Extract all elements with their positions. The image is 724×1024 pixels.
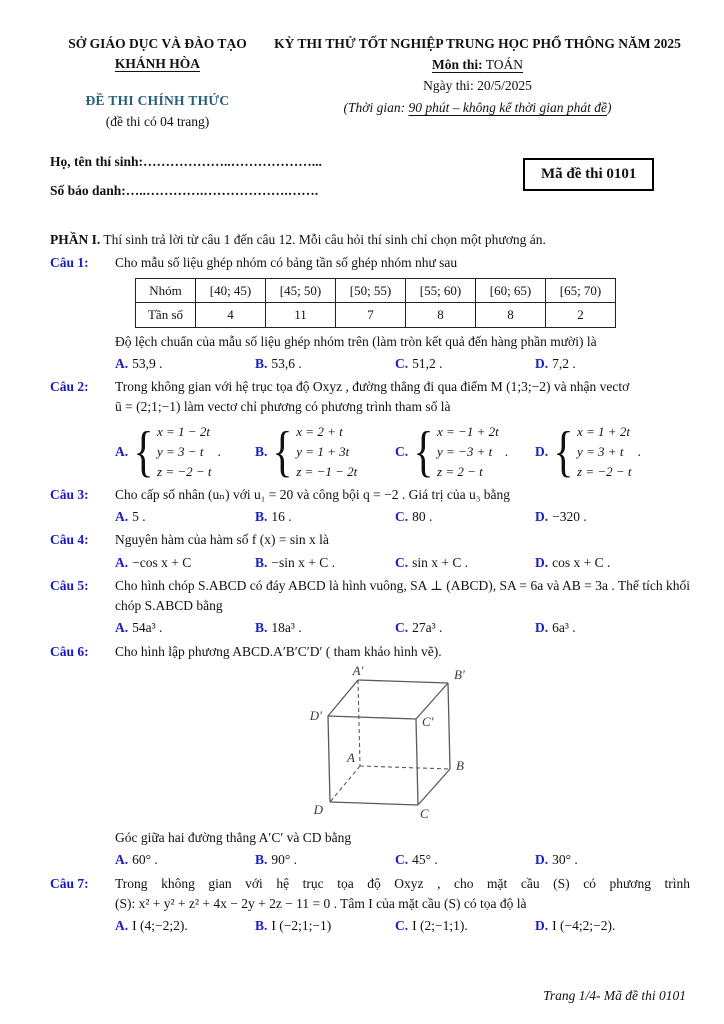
option-letter: A. [115, 554, 129, 570]
question-6-text2: Góc giữa hai đường thẳng A′C′ và CD bằng [115, 830, 352, 846]
subject-label: Môn thi: [431, 57, 483, 73]
vertex-label-b-prime: B′ [454, 666, 465, 682]
exam-code-box: Mã đề thi 0101 [523, 158, 654, 191]
option-text: 27a³ . [412, 620, 443, 636]
option-c: C. { x = −1 + 2t y = −3 + t z = 2 − t . [395, 420, 509, 483]
option-c [395, 507, 535, 527]
option-letter: A. [115, 443, 129, 459]
option-text: I (−2;1;−1) [271, 918, 332, 934]
parametric-system: x = 1 − 2t y = 3 − t z = −2 − t [157, 423, 212, 479]
option-letter: A. [115, 918, 129, 934]
option-b [255, 553, 395, 573]
option-d [535, 850, 578, 870]
option-letter: D. [535, 852, 549, 868]
candidate-id-line: Số báo danh:…..………….……………….……. [50, 183, 319, 199]
question-7-label: Câu 7: [50, 875, 89, 891]
option-letter: C. [395, 554, 409, 570]
question-4 [50, 530, 690, 573]
table-cell: 11 [266, 303, 336, 328]
question-2-text2: ū = (2;1;−1) làm vectơ chỉ phương có phương trình tham số là [115, 399, 451, 415]
table-cell: [50; 55) [336, 278, 406, 303]
table-cell: [40; 45) [196, 278, 266, 303]
question-6 [50, 642, 690, 871]
table-cell: 7 [336, 303, 406, 328]
cube-drawing [283, 664, 483, 822]
brace-glyph: { [133, 420, 154, 483]
option-b [255, 916, 395, 936]
option-d: D. { x = 1 + 2t y = 3 + t z = −2 − t . [535, 420, 641, 483]
question-2 [50, 377, 690, 482]
option-b [255, 507, 395, 527]
option-letter: B. [255, 355, 268, 371]
vertex-label-a-prime: A′ [352, 663, 364, 678]
question-6-label: Câu 6: [50, 643, 89, 659]
option-c [395, 553, 535, 573]
option-text: −320 . [552, 509, 587, 525]
option-letter: C. [395, 509, 409, 525]
option-letter: B. [255, 443, 268, 459]
question-1 [50, 253, 690, 374]
parametric-system: x = 1 + 2t y = 3 + t z = −2 − t [577, 423, 632, 479]
option-letter: B. [255, 509, 268, 525]
table-cell: [55; 60) [406, 278, 476, 303]
table-row [136, 278, 616, 303]
option-c [395, 850, 535, 870]
subject-value: TOÁN [485, 57, 524, 73]
vertex-label-c: C [420, 805, 429, 821]
brace-glyph: { [553, 420, 574, 483]
candidate-name-line: Họ, tên thí sinh:………………..………………... [50, 154, 322, 169]
option-letter: C. [395, 443, 409, 459]
question-5-label: Câu 5: [50, 577, 89, 593]
time-limit-line [265, 98, 690, 118]
parametric-system: x = −1 + 2t y = −3 + t z = 2 − t [437, 423, 499, 479]
table-cell: 8 [406, 303, 476, 328]
option-text: −cos x + C [132, 554, 192, 570]
table-cell: 8 [476, 303, 546, 328]
brace-glyph: { [413, 420, 434, 483]
parametric-system: x = 2 + t y = 1 + 3t z = −1 − 2t [296, 423, 358, 479]
cube-figure [283, 664, 690, 828]
option-text: 80 . [412, 509, 433, 525]
option-letter: A. [115, 355, 129, 371]
question-1-label: Câu 1: [50, 255, 89, 271]
option-letter: B. [255, 918, 268, 934]
option-text: 45° . [412, 852, 438, 868]
vertex-label-c-prime: C′ [422, 713, 434, 729]
time-duration: 90 phút – không kể thời gian phát đề [408, 99, 607, 115]
province-name: KHÁNH HÒA [114, 56, 201, 72]
frequency-table [135, 278, 616, 328]
time-open: (Thời gian: [343, 99, 406, 115]
question-1-text: Cho mẫu số liệu ghép nhóm có bảng tần số ghép nhóm như sau [115, 255, 458, 271]
option-letter: D. [535, 620, 549, 636]
question-3-options [115, 507, 690, 527]
question-6-text: Cho hình lập phương ABCD.A′B′C′D′ ( tham khảo hình vẽ). [115, 643, 442, 659]
vertex-label-d: D [313, 801, 323, 817]
option-letter: A. [115, 852, 129, 868]
option-b [255, 850, 395, 870]
option-letter: B. [255, 554, 268, 570]
table-cell: [45; 50) [266, 278, 336, 303]
option-text: sin x + C . [412, 554, 469, 570]
header-left [50, 34, 265, 132]
question-2-label: Câu 2: [50, 379, 89, 394]
option-a [115, 354, 255, 374]
option-letter: D. [535, 918, 549, 934]
question-1-options [115, 354, 690, 374]
department-name: SỞ GIÁO DỤC VÀ ĐÀO TẠO [68, 36, 247, 51]
option-text: 53,9 . [132, 355, 163, 371]
subject-line [265, 55, 690, 75]
option-a [115, 850, 255, 870]
question-2-options [115, 422, 690, 482]
question-4-options [115, 553, 690, 573]
question-7-options [115, 916, 690, 936]
option-letter: C. [395, 918, 409, 934]
option-letter: B. [255, 620, 268, 636]
option-text: 90° . [271, 852, 298, 868]
option-letter: D. [535, 443, 549, 459]
table-cell: 4 [196, 303, 266, 328]
option-letter: D. [535, 355, 549, 371]
option-a [115, 618, 255, 638]
option-text: 60° . [132, 852, 158, 868]
question-6-options [115, 850, 690, 870]
pages-note: (đề thi có 04 trang) [105, 113, 210, 129]
question-7-text1: Trong không gian với hệ trục tọa độ Oxyz , cho mặt cầu (S) có phương trình [115, 875, 690, 891]
question-5 [50, 576, 690, 639]
part1-label: PHẦN I. [50, 232, 101, 247]
vertex-label-d-prime: D′ [309, 707, 322, 723]
option-text: 30° . [552, 852, 578, 868]
option-a [115, 507, 255, 527]
option-text: 18a³ . [271, 620, 302, 636]
option-letter: C. [395, 355, 409, 371]
table-cell: [65; 70) [546, 278, 616, 303]
option-d [535, 354, 576, 374]
option-b [255, 618, 395, 638]
option-text: I (2;−1;1). [412, 918, 468, 934]
option-text: 6a³ . [552, 620, 576, 636]
official-exam-label: ĐỀ THI CHÍNH THỨC [85, 92, 230, 108]
option-b [255, 354, 395, 374]
header [50, 34, 690, 132]
option-text: 16 . [271, 509, 292, 525]
question-5-text: Cho hình chóp S.ABCD có đáy ABCD là hình vuông, SA ⊥ (ABCD), SA = 6a và AB = 3a . Thể tích khối chóp S.ABCD bằng [115, 577, 690, 614]
exam-title: KỲ THI THỬ TỐT NGHIỆP TRUNG HỌC PHỔ THÔNG NĂM 2025 [274, 36, 681, 51]
question-4-text: Nguyên hàm của hàm số f (x) = sin x là [115, 532, 329, 548]
option-letter: D. [535, 509, 549, 525]
question-3 [50, 485, 690, 528]
question-7 [50, 874, 690, 937]
question-5-options [115, 618, 690, 638]
question-3-text: Cho cấp số nhân (uₙ) với u₁ = 20 và công bội q = −2 . Giá trị của u₃ bằng [115, 486, 511, 502]
question-4-label: Câu 4: [50, 532, 89, 548]
vertex-label-b: B [456, 757, 464, 773]
option-letter: C. [395, 620, 409, 636]
table-cell: Tần số [136, 303, 196, 328]
option-d [535, 618, 576, 638]
option-d [535, 507, 587, 527]
option-a [115, 553, 255, 573]
option-d [535, 553, 610, 573]
question-1-text2: Độ lệch chuẩn của mẫu số liệu ghép nhóm trên (làm tròn kết quả đến hàng phần mười) là [115, 333, 597, 349]
option-text: cos x + C . [552, 554, 611, 570]
time-close: ) [606, 99, 612, 115]
option-a: A. { x = 1 − 2t y = 3 − t z = −2 − t . [115, 420, 221, 483]
table-row [136, 303, 616, 328]
option-d [535, 916, 615, 936]
option-text: −sin x + C . [271, 554, 336, 570]
option-letter: A. [115, 509, 129, 525]
option-letter: D. [535, 554, 549, 570]
option-text: 5 . [132, 509, 146, 525]
option-c [395, 916, 535, 936]
option-text: 53,6 . [271, 355, 302, 371]
question-7-text2: (S): x² + y² + z² + 4x − 2y + 2z − 11 = 0 . Tâm I của mặt cầu (S) có tọa độ là [115, 895, 527, 911]
table-cell: Nhóm [136, 278, 196, 303]
option-letter: C. [395, 852, 409, 868]
exam-date: Ngày thi: 20/5/2025 [423, 77, 532, 93]
candidate-section [50, 152, 690, 226]
question-2-text1: Trong không gian với hệ trục tọa độ Oxyz , đường thẳng đi qua điểm M (1;3;−2) và nhận vectơ [115, 379, 630, 394]
table-cell: [60; 65) [476, 278, 546, 303]
option-text: I (−4;2;−2). [552, 918, 616, 934]
option-text: 7,2 . [552, 355, 576, 371]
part1-heading [50, 230, 690, 250]
option-c [395, 618, 535, 638]
header-right [265, 34, 690, 132]
option-c [395, 354, 535, 374]
option-text: 51,2 . [412, 355, 443, 371]
option-a [115, 916, 255, 936]
option-letter: A. [115, 620, 129, 636]
part1-text: Thí sinh trả lời từ câu 1 đến câu 12. Mỗi câu hỏi thí sinh chỉ chọn một phương án. [103, 232, 546, 247]
table-cell: 2 [546, 303, 616, 328]
brace-glyph: { [272, 420, 293, 483]
page-footer: Trang 1/4- Mã đề thi 0101 [543, 987, 686, 1003]
question-3-label: Câu 3: [50, 486, 89, 502]
option-b [255, 422, 395, 482]
option-text: 54a³ . [132, 620, 163, 636]
vertex-label-a: A [347, 749, 355, 765]
option-text: I (4;−2;2). [132, 918, 188, 934]
option-letter: B. [255, 852, 268, 868]
